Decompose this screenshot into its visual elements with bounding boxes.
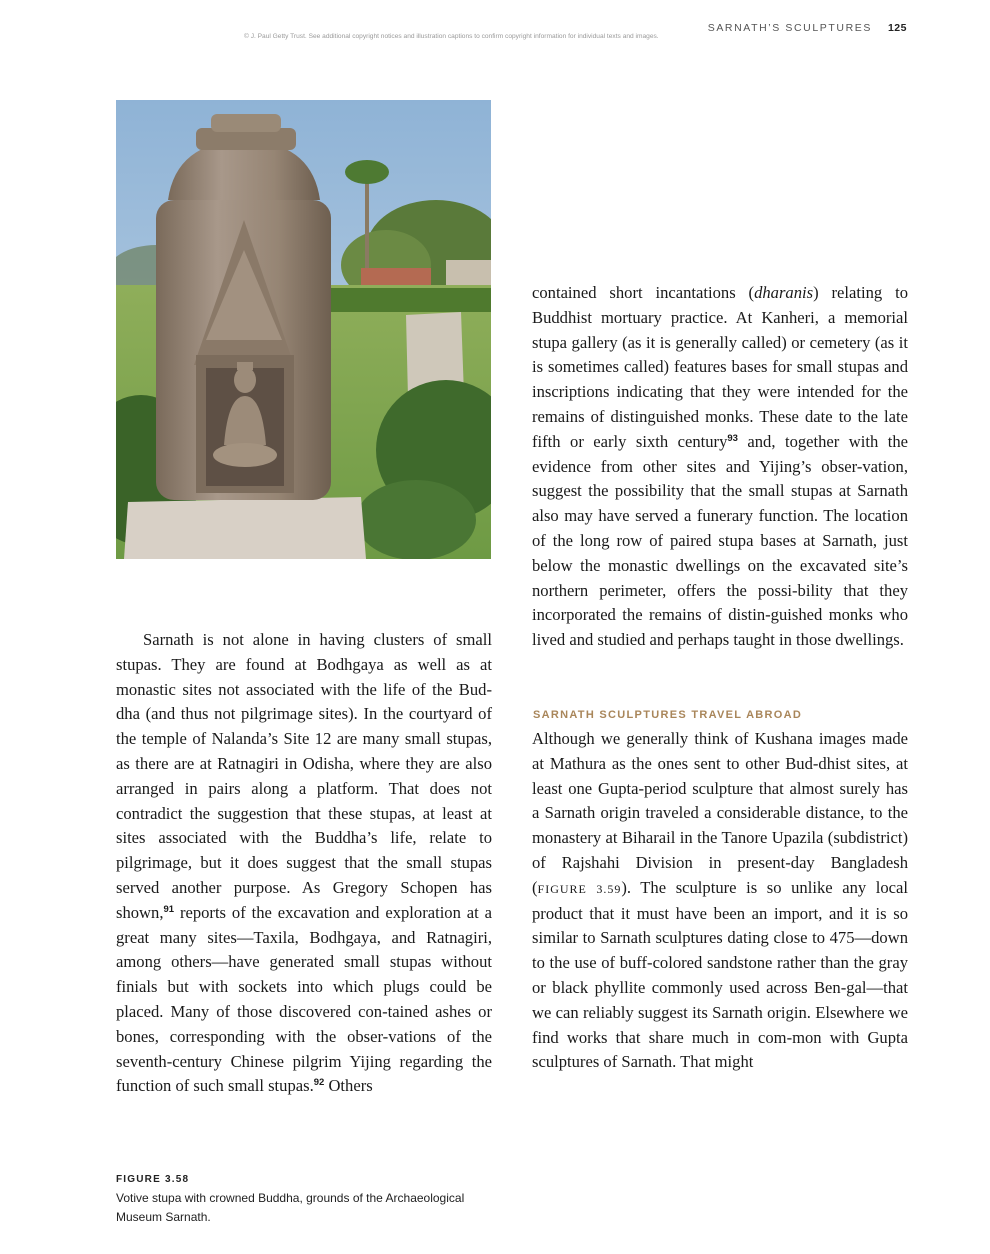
footnote-ref-93[interactable]: 93 (727, 432, 738, 444)
text-run: ) relating to Buddhist mortuary practice. At Kanheri, a memorial stupa gallery (as it is generally called) or cemetery (as it is sometimes called) features bases for small stupas and inscriptions indicating that they were intended for the remains of distinguished monks. These date to the late fifth or early sixth century (532, 283, 908, 451)
text-run: Although we generally think of Kushana images made at Mathura as the ones sent to other Bud-dhist sites, at least one Gupta-period sculpture that almost surely has a Sarnath origin traveled a considerable distance, to the monastery at Biharail in the Tanore Upazila (subdistrict) of Rajshahi Division in present-day Bangladesh ( (532, 729, 908, 897)
right-column-text-upper (532, 281, 908, 653)
italic-term: dharanis (754, 283, 814, 302)
text-run: contained short incantations ( (532, 283, 755, 302)
figure-caption (116, 1174, 506, 1227)
footnote-ref-92[interactable]: 92 (313, 1077, 325, 1089)
figure-reference[interactable]: FIGURE 3.59 (537, 881, 622, 896)
right-column-text-lower (532, 727, 908, 1075)
text-run: reports of the excavation and exploration at a great many sites—Taxila, Bodhgaya, and Ratnagiri, among others—have generated small stupas without finials but with sockets into which plugs could be placed. Many of those discovered con-tained ashes or bones, corresponding with the obser-vations of the seventh-century Chinese pilgrim Yijing regarding the function of such small stupas. (116, 902, 492, 1096)
paragraph (532, 281, 908, 653)
left-column-text (116, 628, 492, 1099)
figure-label: FIGURE 3.58 (116, 1174, 190, 1185)
footnote-ref-91[interactable]: 91 (163, 903, 175, 915)
running-head (708, 22, 907, 34)
copyright-notice: © J. Paul Getty Trust. See additional copyright notices and illustration captions to confirm copyright information for individual texts and images. (244, 33, 659, 40)
text-run: and, together with the evidence from other sites and Yijing’s obser-vation, suggest the possibility that the small stupas at Sarnath also may have served a funerary function. The location of the long row of paired stupa bases at Sarnath, just below the monastic dwellings on the excavated site’s northern perimeter, offers the possi-bility that they incorporated the remains of distin-guished monks who lived and studied and perhaps taught in those dwellings. (532, 431, 908, 650)
figure-photo-votive-stupa (116, 100, 491, 559)
paragraph (116, 628, 492, 1099)
section-heading: SARNATH SCULPTURES TRAVEL ABROAD (533, 709, 803, 721)
paragraph (532, 727, 908, 1075)
text-run: Others (324, 1076, 373, 1096)
caption-text: Votive stupa with crowned Buddha, grounds of the Archaeological Museum Sarnath. (116, 1191, 465, 1224)
text-run: ). The sculpture is so unlike any local product that it must have been an import, and it is so similar to Sarnath sculptures dating close to 475—down to the use of buff-colored sandstone rather than the gray or black phyllite commonly used across Ben-gal—that we can reliably suggest its Sarnath origin. Elsewhere we find works that share much in com-mon with Gupta sculptures of Sarnath. That might (532, 877, 909, 1072)
text-run: Sarnath is not alone in having clusters of small stupas. They are found at Bodhgaya as well as at monastic sites not associated with the life of the Bud-dha (and thus not pilgrimage sites). In the courtyard of the temple of Nalanda’s Site 12 are many small stupas, as there are at Ratnagiri in Odisha, where they are also arranged in pairs along a platform. That does not contradict the suggestion that these stupas, at least at sites associated with the Buddha’s life, relate to pilgrimage, but it does suggest that the small stupas served another purpose. As Gregory Schopen has shown, (116, 630, 492, 922)
page-number: 125 (887, 22, 907, 34)
running-title: SARNATH’S SCULPTURES (707, 22, 872, 34)
